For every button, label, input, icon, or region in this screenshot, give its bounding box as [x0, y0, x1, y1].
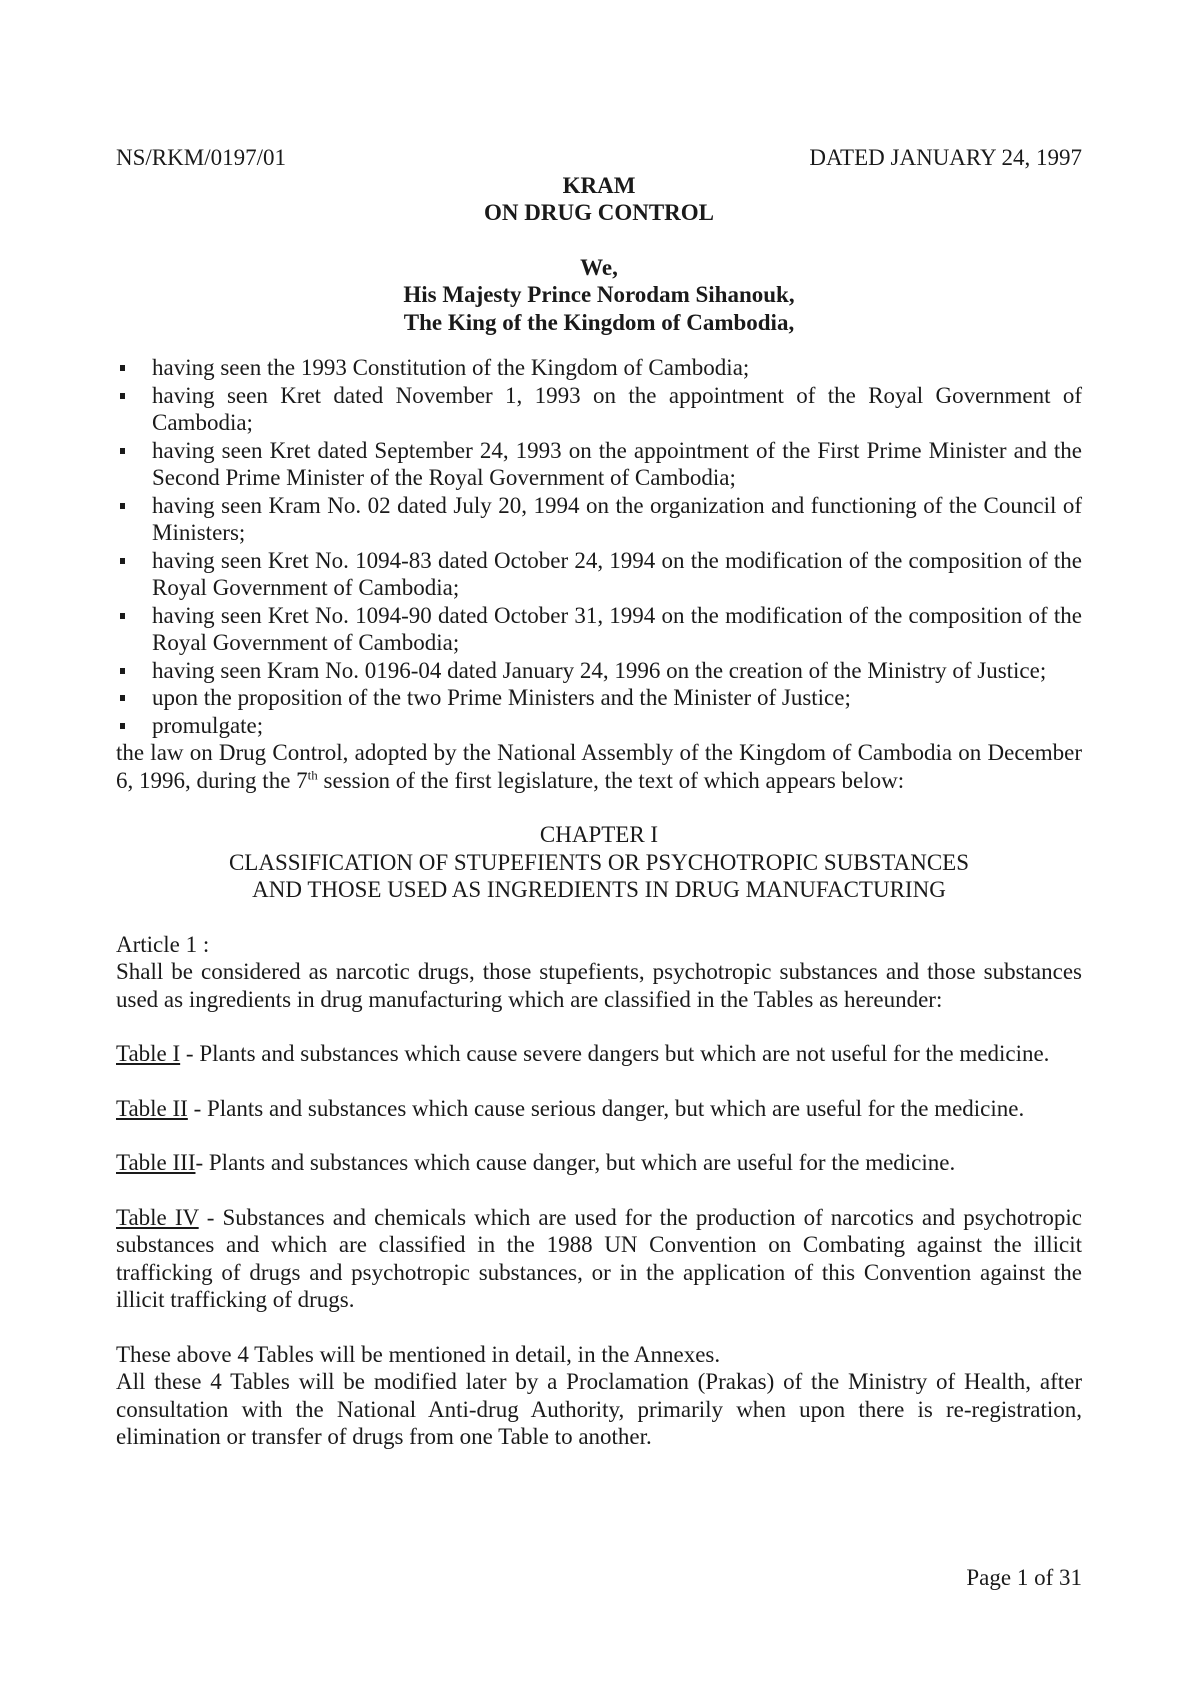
table-label: Table IV [116, 1204, 199, 1230]
list-item [116, 657, 1082, 685]
chapter-heading [116, 821, 1082, 904]
bullet-icon [120, 613, 125, 619]
list-item [116, 547, 1082, 602]
list-item [116, 492, 1082, 547]
bullet-icon [120, 695, 125, 701]
promulgation-paragraph [116, 739, 1082, 794]
promulgation-text-end: session of the first legislature, the text of which appears below: [317, 767, 905, 793]
list-item [116, 354, 1082, 382]
table-entry-1 [116, 1040, 1082, 1068]
ordinal-suffix: th [307, 766, 318, 782]
article-intro: Shall be considered as narcotic drugs, those stupefients, psychotropic substances and those substances used as ingredients in drug manufacturing which are classified in the Tables as hereunder: [116, 959, 1082, 1012]
bullet-icon [120, 448, 125, 454]
table-label: Table I [116, 1041, 181, 1066]
recitals-list [116, 354, 1082, 739]
list-item [116, 382, 1082, 437]
title-line-2: ON DRUG CONTROL [483, 200, 714, 225]
chapter-title-line-2: AND THOSE USED AS INGREDIENTS IN DRUG MANUFACTURING [252, 877, 946, 902]
bullet-icon [120, 558, 125, 564]
chapter-title-line-1: CLASSIFICATION OF STUPEFIENTS OR PSYCHOTROPIC SUBSTANCES [228, 849, 970, 875]
list-item [116, 684, 1082, 712]
recital-text: having seen Kret dated September 24, 1993 on the appointment of the First Prime Minister and the Second Prime Minister of the Royal Government of Cambodia; [152, 437, 1082, 490]
recital-text: upon the proposition of the two Prime Ministers and the Minister of Justice; [152, 685, 851, 710]
preamble [116, 254, 1082, 337]
table-description: - Plants and substances which cause danger, but which are useful for the medicine. [195, 1150, 956, 1175]
bullet-icon [120, 503, 125, 509]
table-entry-2 [116, 1095, 1082, 1123]
promulgation-text: the law on Drug Control, adopted by the National Assembly of the Kingdom of Cambodia on December 6, 1996, during the 7 [116, 740, 1082, 793]
document-title [116, 172, 1082, 227]
title-line-1: KRAM [562, 172, 636, 198]
table-description: - Plants and substances which cause severe dangers but which are not useful for the medicine. [180, 1041, 1050, 1066]
document-date: DATED JANUARY 24, 1997 [809, 145, 1082, 170]
reference-number: NS/RKM/0197/01 [116, 145, 286, 170]
bullet-icon [120, 393, 125, 399]
table-label: Table II [116, 1095, 188, 1121]
article-heading: Article 1 : [116, 931, 210, 957]
bullet-icon [120, 723, 125, 729]
chapter-number: CHAPTER I [539, 822, 659, 847]
recital-text: having seen Kret No. 1094-83 dated October 24, 1994 on the modification of the composition of the Royal Government of Cambodia; [152, 547, 1082, 600]
preamble-line-2: His Majesty Prince Norodam Sihanouk, [403, 282, 795, 307]
list-item [116, 437, 1082, 492]
preamble-line-3: The King of the Kingdom of Cambodia, [403, 309, 795, 335]
recital-text: having seen Kram No. 0196-04 dated January 24, 1996 on the creation of the Ministry of Justice; [152, 657, 1047, 683]
document-page [116, 144, 1082, 1451]
recital-text: having seen Kret dated November 1, 1993 on the appointment of the Royal Government of Cambodia; [152, 382, 1082, 435]
preamble-line-1: We, [580, 254, 618, 280]
table-entry-3 [116, 1149, 1082, 1177]
recital-text: promulgate; [152, 712, 264, 738]
table-description: - Plants and substances which cause serious danger, but which are useful for the medicine. [187, 1095, 1025, 1121]
page-number: Page 1 of 31 [966, 1565, 1082, 1590]
recital-text: having seen Kram No. 02 dated July 20, 1994 on the organization and functioning of the Council of Ministers; [152, 492, 1082, 545]
recital-text: having seen Kret No. 1094-90 dated October 31, 1994 on the modification of the composition of the Royal Government of Cambodia; [152, 602, 1082, 655]
bullet-icon [120, 668, 125, 674]
document-header [116, 144, 1082, 172]
table-entry-4 [116, 1204, 1082, 1314]
table-label: Table III [116, 1150, 196, 1175]
list-item [116, 602, 1082, 657]
closing-paragraph-1: These above 4 Tables will be mentioned in detail, in the Annexes. [116, 1341, 721, 1367]
table-description: - Substances and chemicals which are used for the production of narcotics and psychotropic substances and which are classified in the 1988 UN Convention on Combating against the illicit trafficking of drugs and psychotropic substances, or in the application of this Convention against the illicit trafficking of drugs. [116, 1204, 1082, 1312]
recital-text: having seen the 1993 Constitution of the Kingdom of Cambodia; [152, 355, 750, 380]
list-item [116, 712, 1082, 740]
closing-paragraph-2: All these 4 Tables will be modified later by a Proclamation (Prakas) of the Ministry of Health, after consultation with the National Anti-drug Authority, primarily when upon there is re-registration, elimination or transfer of drugs from one Table to another. [116, 1369, 1082, 1449]
bullet-icon [120, 365, 125, 371]
